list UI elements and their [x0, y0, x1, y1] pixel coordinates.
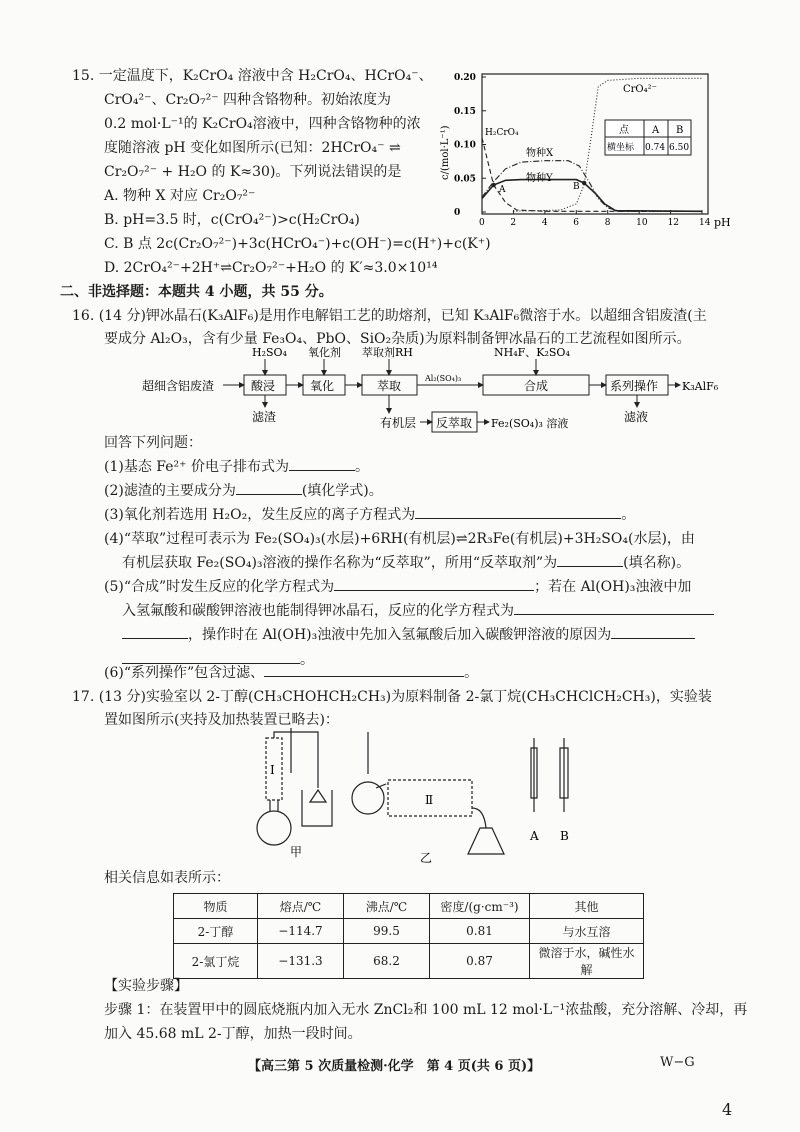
yi-label: 乙 [420, 851, 433, 865]
q15-option-c: C. B 点 2c(Cr₂O₇²⁻)+3c(HCrO₄⁻)+c(OH⁻)=c(H⁺)+c(K⁺) [104, 236, 491, 252]
cell: −131.3 [258, 944, 344, 979]
flow-box-acid-leach: 酸浸 [251, 379, 276, 393]
section-2-heading: 二、非选择题：本题共 4 小题，共 55 分。 [60, 284, 333, 300]
q15-line-1: 15. 一定温度下，K₂CrO₄ 溶液中含 H₂CrO₄、HCrO₄⁻、 [72, 68, 433, 84]
flow-arrow-label: Al₂(SO₄)₃ [425, 374, 462, 383]
flow-fe-solution: Fe₂(SO₄)₃ 溶液 [491, 417, 569, 430]
q16-1-end: 。 [354, 459, 369, 475]
properties-table [173, 893, 644, 979]
data-point-B [582, 181, 586, 185]
cell: 2-氯丁烷 [174, 944, 258, 979]
y-axis-label: c/(mol·L⁻¹) [440, 125, 451, 180]
answer-blank[interactable] [611, 625, 695, 639]
flow-input-oxidant: 氧化剂 [308, 346, 341, 359]
inset-value-a: 0.74 [645, 143, 666, 153]
answer-blank[interactable] [122, 650, 300, 664]
cell: 0.81 [430, 919, 530, 944]
x-tick-label: 10 [636, 218, 648, 228]
box-1-label: Ⅰ [270, 763, 275, 777]
flow-start: 超细含铝废渣 [142, 379, 215, 393]
q16-5-text-2: ；若在 Al(OH)₃浊液中加 [534, 579, 692, 595]
answer-blank[interactable] [122, 625, 188, 639]
cell: 99.5 [344, 919, 430, 944]
answer-blank[interactable] [514, 601, 714, 615]
y-tick-label: 0.05 [454, 174, 476, 185]
q16-4-line-2 [122, 553, 690, 573]
condenser-b-label: B [560, 829, 569, 843]
flow-box-series-ops: 系列操作 [610, 379, 659, 393]
x-tick-label: 12 [667, 218, 680, 228]
flow-input-rh: 萃取剂RH [362, 346, 413, 359]
footer-title: 【高三第 5 次质量检测·化学 第 4 页(共 6 页)】 [248, 1059, 541, 1074]
x-tick-label: 6 [573, 218, 580, 228]
label-species-x: 物种X [526, 148, 554, 159]
answer-prompt: 回答下列问题： [104, 435, 202, 451]
inset-header-b: B [676, 125, 684, 136]
q16-6 [104, 663, 478, 683]
q16-5-text-3: 入氢氟酸和碳酸钾溶液也能制得钾冰晶石，反应的化学方程式为 [122, 603, 514, 619]
x-tick-label: 0 [479, 218, 485, 228]
q16-4-line-1: (4)“萃取”过程可表示为 Fe₂(SO₄)₃(水层)+6RH(有机层)⇌2R₃Fe(有机层)+3H₂SO₄(水层)，由 [104, 531, 695, 547]
flow-box-synthesis: 合成 [524, 379, 549, 393]
header-other: 其他 [530, 894, 644, 919]
q16-3-end: 。 [621, 507, 636, 523]
q15-line-5: Cr₂O₇²⁻ + H₂O 的 K≈30)。下列说法错误的是 [104, 164, 402, 180]
label-cro4: CrO₄²⁻ [623, 84, 657, 95]
x-tick-label: 8 [604, 218, 611, 228]
header-boiling: 沸点/℃ [344, 894, 430, 919]
flow-input-nh4f: NH₄F、K₂SO₄ [494, 346, 570, 359]
q15-option-d: D. 2CrO₄²⁻+2H⁺⇌Cr₂O₇²⁻+H₂O 的 K′≈3.0×10¹⁴ [104, 260, 438, 276]
condenser-b [560, 738, 568, 812]
series-line-2 [482, 180, 702, 212]
q16-4-text: 有机层获取 Fe₂(SO₄)₃溶液的操作名称为“反萃取”，所用“反萃取剂”为 [122, 555, 558, 571]
flow-residue: 滤渣 [252, 410, 277, 424]
cell: 68.2 [344, 944, 430, 979]
flow-input-h2so4: H₂SO₄ [252, 346, 287, 359]
q16-5-end: 。 [300, 652, 314, 668]
round-bottom-flask [257, 811, 291, 845]
answer-blank[interactable] [415, 505, 621, 519]
q16-5-line-3 [122, 625, 695, 645]
apparatus-diagram [240, 728, 600, 863]
step-1-line-1: 步骤 1：在装置甲中的圆底烧瓶内加入无水 ZnCl₂和 100 mL 12 mol·L⁻¹浓盐酸，充分溶解、冷却，再 [104, 1002, 748, 1018]
answer-blank[interactable] [289, 457, 355, 471]
y-tick-label: 0.20 [454, 73, 476, 83]
q15-option-a: A. 物种 X 对应 Cr₂O₇²⁻ [104, 188, 256, 204]
q16-2-text: (2)滤渣的主要成分为 [104, 483, 236, 499]
process-flow-diagram [140, 345, 719, 440]
series-line-1 [482, 161, 702, 212]
q16-3 [104, 505, 635, 525]
q16-2-end: (填化学式)。 [301, 483, 383, 499]
label-h2cro4: H₂CrO₄ [485, 128, 519, 138]
q16-intro-2: 要成分 Al₂O₃，含有少量 Fe₃O₄、PbO、SiO₂杂质)为原料制备钾冰晶石的工艺流程如图所示。 [104, 331, 691, 347]
flow-organic-layer: 有机层 [380, 416, 417, 430]
inset-header-a: A [652, 125, 660, 136]
footer-code: W−G [660, 1055, 695, 1070]
q17-intro-2: 置如图所示(夹持及加热装置已略去)： [104, 712, 339, 728]
cell: 2-丁醇 [174, 919, 258, 944]
answer-blank[interactable] [236, 481, 302, 495]
table-header-row [174, 894, 644, 919]
q16-5-line-2 [122, 601, 714, 621]
cell: 与水互溶 [530, 919, 644, 944]
condenser-a-label: A [530, 829, 539, 843]
cell: −114.7 [258, 919, 344, 944]
y-tick-label: 0.10 [454, 140, 476, 151]
box-2-label: Ⅱ [425, 793, 434, 807]
point-a-label: A [499, 185, 506, 195]
q16-1 [104, 457, 369, 477]
q15-option-b: B. pH=3.5 时，c(CrO₄²⁻)>c(H₂CrO₄) [104, 212, 360, 228]
header-melting: 熔点/℃ [258, 894, 344, 919]
q17-intro-1: 17. (13 分)实验室以 2-丁醇(CH₃CHOHCH₂CH₃)为原料制备 2-氯丁烷(CH₃CHClCH₂CH₃)，实验装 [72, 689, 712, 705]
flow-box-back-extraction: 反萃取 [436, 416, 473, 430]
flow-filtrate: 滤液 [624, 410, 649, 424]
condenser-a [531, 738, 537, 812]
beaker [302, 790, 332, 826]
q16-3-text: (3)氧化剂若选用 H₂O₂，发生反应的离子方程式为 [104, 507, 416, 523]
answer-blank[interactable] [264, 663, 464, 677]
q16-6-end: 。 [464, 665, 479, 681]
inset-value-b: 6.50 [669, 143, 690, 153]
point-b-label: B [573, 182, 580, 192]
q16-5-text: (5)“合成”时发生反应的化学方程式为 [104, 579, 335, 595]
q15-line-4: 度随溶液 pH 变化如图所示(已知：2HCrO₄⁻ ⇌ [104, 140, 401, 156]
q16-4-end: (填名称)。 [623, 555, 691, 571]
jia-label: 甲 [290, 845, 303, 859]
flow-box-oxidation: 氧化 [310, 379, 335, 393]
table-intro: 相关信息如表所示： [104, 870, 230, 886]
inset-table [605, 120, 691, 155]
q16-2 [104, 481, 383, 501]
table-row [174, 919, 644, 944]
x-axis-label: pH [714, 216, 731, 229]
q15-line-3: 0.2 mol·L⁻¹的 K₂CrO₄溶液中，四种含铬物种的浓 [104, 116, 421, 132]
flow-box-extraction: 萃取 [377, 379, 402, 393]
step-1-line-2: 加入 45.68 mL 2-丁醇，加热一段时间。 [104, 1026, 362, 1042]
q16-6-text: (6)“系列操作”包含过滤、 [104, 665, 265, 681]
y-tick-label: 0.15 [454, 106, 476, 117]
steps-title: 【实验步骤】 [104, 978, 188, 994]
page-number: 4 [722, 1100, 733, 1119]
data-point-A [491, 183, 495, 187]
x-tick-label: 4 [541, 218, 548, 228]
answer-blank[interactable] [557, 553, 623, 567]
q16-intro-1: 16. (14 分)钾冰晶石(K₃AlF₆)是用作电解铝工艺的助熔剂，已知 K₃AlF₆微溶于水。以超细含铝废渣(主 [72, 308, 707, 324]
x-tick-label: 2 [510, 218, 517, 228]
y-tick-label: 0 [454, 208, 461, 218]
q16-1-text: (1)基态 Fe²⁺ 价电子排布式为 [104, 459, 289, 475]
inset-header-point: 点 [619, 125, 629, 136]
inset-row-label: 横坐标 [607, 143, 635, 153]
table-row [174, 944, 644, 979]
x-tick-label: 14 [699, 218, 711, 228]
concentration-ph-chart [440, 62, 740, 232]
q16-5-text-4: ，操作时在 Al(OH)₃浊液中先加入氢氟酸后加入碳酸钾溶液的原因为 [188, 627, 612, 643]
label-species-y: 物种Y [526, 173, 553, 184]
cell: 0.87 [430, 944, 530, 979]
answer-blank[interactable] [334, 577, 534, 591]
cell: 微溶于水，碱性水解 [530, 944, 644, 979]
q15-line-2: CrO₄²⁻、Cr₂O₇²⁻ 四种含铬物种。初始浓度为 [104, 92, 392, 108]
conical-flask [468, 828, 504, 854]
header-substance: 物质 [174, 894, 258, 919]
q16-5-line-1 [104, 577, 691, 597]
flow-product: K₃AlF₆ [682, 380, 719, 393]
header-density: 密度/(g·cm⁻³) [430, 894, 530, 919]
